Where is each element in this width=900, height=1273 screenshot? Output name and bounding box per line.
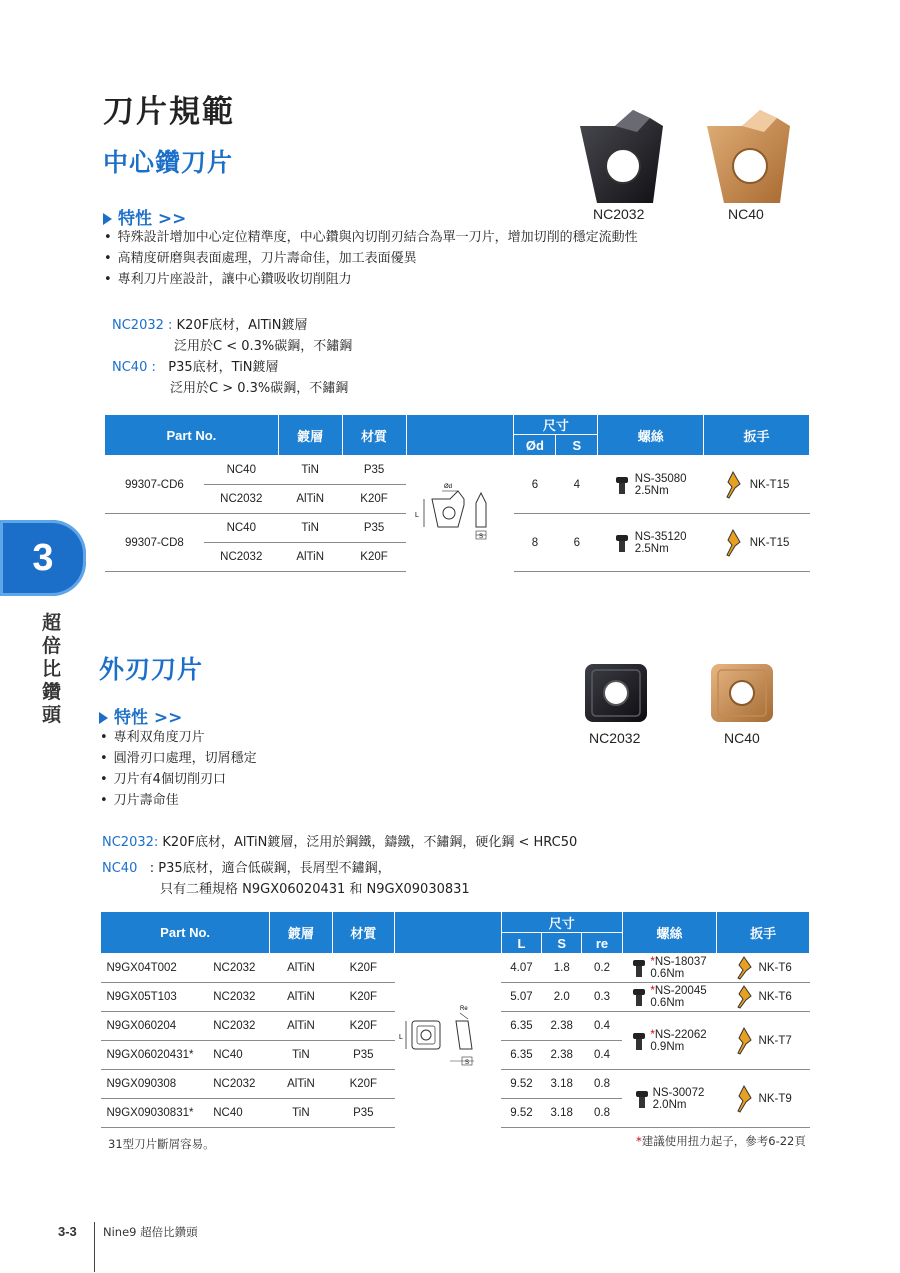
triangle-bullet-icon bbox=[103, 213, 112, 225]
center-insert-table bbox=[104, 414, 810, 572]
footer-divider bbox=[94, 1222, 95, 1272]
svg-text:Ød: Ød bbox=[443, 484, 452, 491]
header-material: 材質 bbox=[332, 912, 394, 954]
svg-text:L: L bbox=[414, 512, 419, 520]
section2-spec-1: NC2032: K20F底材，AlTiN鍍層，泛用於鋼鐵，鑄鐵，不鏽鋼，硬化鋼 < HRC50 bbox=[102, 835, 578, 850]
header-coating: 鍍層 bbox=[278, 415, 342, 456]
table-row: N9GX06020431* NC40 TiN P35 6.35 2.38 0.4 bbox=[101, 1041, 810, 1070]
list-item: • 刀片有4個切削刃口 bbox=[100, 769, 257, 790]
table-row: N9GX04T002 NC2032 AlTiN K20F L Re S 4.07 1.8 0.2 *NS-18037 0.6Nm NK-T6 bbox=[101, 954, 810, 983]
wrench-icon bbox=[724, 470, 742, 500]
section2-feature-list bbox=[100, 727, 257, 811]
page-title: 刀片規範 bbox=[103, 94, 235, 130]
wrench-icon bbox=[735, 1084, 753, 1114]
header-diagram bbox=[395, 912, 502, 954]
list-item: • 圓滑刃口處理，切屑穩定 bbox=[100, 748, 257, 769]
center-insert-diagram bbox=[406, 456, 514, 572]
svg-text:S: S bbox=[464, 1060, 469, 1067]
header-size: 尺寸 bbox=[501, 912, 622, 933]
screw-icon bbox=[632, 958, 646, 978]
header-od: Ød bbox=[514, 435, 556, 456]
section2-insert-label-1: NC2032 bbox=[589, 730, 641, 746]
section1-specs: NC2032 : K20F底材，AlTiN鍍層 泛用於C < 0.3%碳鋼，不鏽鋼 NC40 : P35底材，TiN鍍層 泛用於C > 0.3%碳鋼，不鏽鋼 bbox=[112, 318, 353, 396]
nc40-outer-insert-image bbox=[709, 662, 775, 724]
table-note-left: 31型刀片斷屑容易。 bbox=[108, 1137, 215, 1151]
list-item: • 高精度研磨與表面處理，刀片壽命佳，加工表面優異 bbox=[104, 248, 638, 269]
page-number: 3-3 bbox=[58, 1224, 77, 1239]
screw-icon bbox=[615, 475, 629, 495]
section1-insert-label-2: NC40 bbox=[728, 206, 764, 222]
list-item: • 特殊設計增加中心定位精準度，中心鑽與內切削刃結合為單一刀片，增加切削的穩定流動性 bbox=[104, 227, 638, 248]
section2-spec-2: NC40 : P35底材，適合低碳鋼，長屑型不鏽鋼， 只有二種規格 N9GX06020431 和 N9GX09030831 bbox=[102, 861, 470, 897]
header-part-no: Part No. bbox=[105, 415, 279, 456]
screw-icon bbox=[632, 1031, 646, 1051]
header-diagram bbox=[406, 415, 514, 456]
table-note-right: *建議使用扭力起子，參考6-22頁 bbox=[636, 1134, 806, 1148]
svg-text:L: L bbox=[398, 1034, 403, 1042]
svg-text:S: S bbox=[478, 534, 483, 541]
table-row: N9GX09030831* NC40 TiN P35 9.52 3.18 0.8 bbox=[101, 1099, 810, 1128]
screw-icon bbox=[632, 987, 646, 1007]
chapter-tab-text: 超倍比鑽頭 bbox=[42, 612, 62, 726]
table-row: N9GX060204 NC2032 AlTiN K20F 6.35 2.38 0.4 *NS-22062 0.9Nm NK-T7 bbox=[101, 1012, 810, 1041]
header-wrench: 扳手 bbox=[704, 415, 810, 456]
wrench-icon bbox=[735, 955, 753, 981]
center-insert-drawing bbox=[410, 477, 510, 547]
nc40-center-insert-image bbox=[702, 108, 797, 208]
outer-insert-drawing bbox=[398, 999, 498, 1079]
header-l: L bbox=[501, 933, 541, 954]
nc2032-center-insert-image bbox=[575, 108, 670, 208]
footer-text: Nine9 超倍比鑽頭 bbox=[103, 1225, 198, 1239]
header-screw: 螺絲 bbox=[598, 415, 704, 456]
section1-feature-list bbox=[104, 227, 638, 290]
wrench-icon bbox=[735, 1026, 753, 1056]
section1-features-heading: 特性 >> bbox=[103, 204, 186, 229]
header-s: S bbox=[556, 435, 598, 456]
outer-insert-diagram bbox=[395, 954, 502, 1128]
chapter-tab: 3 bbox=[0, 520, 86, 596]
outer-insert-table bbox=[100, 911, 810, 1128]
header-screw: 螺絲 bbox=[622, 912, 717, 954]
header-wrench: 扳手 bbox=[717, 912, 810, 954]
screw-icon bbox=[615, 533, 629, 553]
table-row: NC2032 AlTiN K20F bbox=[105, 543, 810, 572]
svg-text:Re: Re bbox=[459, 1006, 468, 1013]
section2-insert-label-2: NC40 bbox=[724, 730, 760, 746]
section2-features-heading: 特性 >> bbox=[99, 703, 182, 728]
header-material: 材質 bbox=[342, 415, 406, 456]
header-part-no: Part No. bbox=[101, 912, 270, 954]
triangle-bullet-icon bbox=[99, 712, 108, 724]
table-row: 99307-CD8 NC40 TiN P35 8 6 NS-35120 2.5Nm NK-T15 bbox=[105, 514, 810, 543]
table-row: N9GX05T103 NC2032 AlTiN K20F 5.07 2.0 0.3 *NS-20045 0.6Nm NK-T6 bbox=[101, 983, 810, 1012]
table-row: N9GX090308 NC2032 AlTiN K20F 9.52 3.18 0.8 NS-30072 2.0Nm NK-T9 bbox=[101, 1070, 810, 1099]
wrench-icon bbox=[724, 528, 742, 558]
section2-heading: 外刃刀片 bbox=[99, 655, 204, 684]
header-size: 尺寸 bbox=[514, 415, 598, 435]
table-row: NC2032 AlTiN K20F bbox=[105, 485, 810, 514]
wrench-icon bbox=[735, 984, 753, 1010]
list-item: • 專利刀片座設計，讓中心鑽吸收切削阻力 bbox=[104, 269, 638, 290]
nc2032-outer-insert-image bbox=[583, 662, 649, 724]
table-row: 99307-CD6 NC40 TiN P35 L Ød S 6 4 NS-35080 2.5Nm NK-T15 bbox=[105, 456, 810, 485]
section1-heading: 中心鑽刀片 bbox=[103, 148, 234, 177]
screw-icon bbox=[635, 1089, 649, 1109]
list-item: • 專利双角度刀片 bbox=[100, 727, 257, 748]
section1-insert-label-1: NC2032 bbox=[593, 206, 645, 222]
header-re: re bbox=[582, 933, 622, 954]
header-s: S bbox=[542, 933, 582, 954]
list-item: • 刀片壽命佳 bbox=[100, 790, 257, 811]
header-coating: 鍍層 bbox=[270, 912, 332, 954]
